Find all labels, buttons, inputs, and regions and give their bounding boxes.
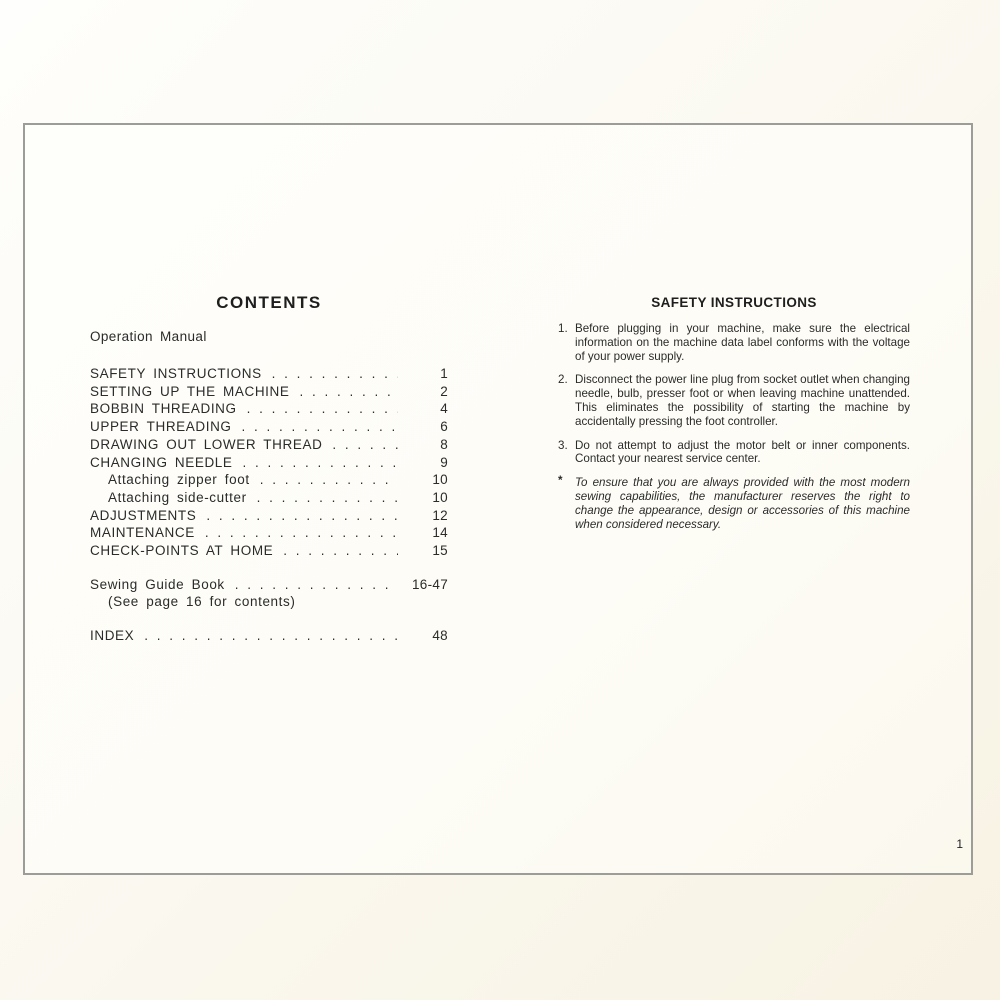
safety-item-text: Disconnect the power line plug from socket outlet when changing needle, bulb, presser foot or when leaving machine unattended. This eliminates the possibility of starting the machine by accidentally pressing the foot controller.: [575, 373, 910, 428]
safety-item-marker: *: [558, 474, 563, 488]
toc-entry-label: SETTING UP THE MACHINE: [90, 383, 290, 399]
toc-entry-page: 2: [440, 383, 448, 399]
safety-item: [558, 476, 910, 531]
safety-item: [558, 439, 910, 467]
toc-leader-dots: [205, 524, 398, 542]
toc-entry: [90, 383, 448, 401]
toc-entry-label: Sewing Guide Book: [90, 576, 225, 592]
safety-item: [558, 373, 910, 428]
safety-item-text: To ensure that you are always provided with the most modern sewing capabilities, the manufacturer reserves the right to change the appearance, design or accessories of this machine when considered necessary.: [575, 476, 910, 531]
toc-entry-page: 14: [432, 525, 448, 541]
toc-leader-dots: [242, 418, 398, 436]
toc-entry: [90, 542, 448, 560]
toc-entry-page: 10: [432, 472, 448, 488]
toc-leader-dots: [235, 576, 398, 594]
toc-entry-label: BOBBIN THREADING: [90, 401, 237, 417]
page-number: 1: [956, 837, 963, 851]
toc-entry: [90, 489, 448, 507]
contents-subtitle: Operation Manual: [90, 329, 207, 344]
toc-list: [90, 365, 448, 645]
toc-entry-page: 48: [432, 628, 448, 644]
toc-entry-page: 4: [440, 401, 448, 417]
toc-leader-dots: [283, 542, 398, 560]
safety-item-text: Do not attempt to adjust the motor belt or inner components. Contact your nearest service center.: [575, 438, 910, 466]
toc-entry: [90, 524, 448, 542]
toc-entry-label: CHANGING NEEDLE: [90, 454, 233, 470]
toc-leader-dots: [247, 400, 398, 418]
toc-leader-dots: [257, 489, 398, 507]
safety-instructions-title: SAFETY INSTRUCTIONS: [651, 295, 817, 310]
toc-entry: [90, 471, 448, 489]
toc-entry: [90, 593, 448, 611]
toc-entry-label: DRAWING OUT LOWER THREAD: [90, 436, 323, 452]
safety-instructions-section: [558, 295, 910, 541]
table-of-contents: [90, 293, 448, 645]
safety-item: [558, 322, 910, 363]
toc-leader-dots: [332, 436, 398, 454]
toc-entry: [90, 627, 448, 645]
toc-leader-dots: [272, 365, 398, 383]
toc-entry: [90, 507, 448, 525]
contents-title: CONTENTS: [216, 293, 322, 312]
toc-entry-label: MAINTENANCE: [90, 525, 195, 541]
toc-leader-dots: [243, 454, 398, 472]
safety-list: [558, 322, 910, 531]
toc-entry-label: SAFETY INSTRUCTIONS: [90, 366, 262, 381]
toc-entry: [90, 418, 448, 436]
toc-entry: [90, 365, 448, 383]
toc-leader-dots: [206, 507, 398, 525]
toc-leader-dots: [260, 471, 398, 489]
toc-entry: [90, 400, 448, 418]
safety-item-marker: 2.: [558, 373, 568, 387]
safety-item-marker: 1.: [558, 322, 568, 335]
toc-leader-dots: [144, 627, 398, 645]
toc-entry-label: Attaching side-cutter: [108, 489, 247, 505]
safety-item-text: Before plugging in your machine, make sure the electrical information on the machine data label conforms with the voltage of your power supply.: [575, 322, 910, 363]
toc-entry-label: ADJUSTMENTS: [90, 507, 197, 523]
toc-entry-label: CHECK-POINTS AT HOME: [90, 543, 274, 559]
toc-entry-page: 16-47: [411, 576, 448, 592]
toc-entry-label: INDEX: [90, 628, 135, 644]
manual-page-frame: [23, 123, 973, 875]
toc-entry-page: 15: [432, 543, 448, 559]
toc-entry-page: 10: [432, 489, 448, 505]
toc-entry-label: UPPER THREADING: [90, 419, 232, 435]
toc-leader-dots: [299, 383, 398, 401]
toc-entry-page: 6: [440, 419, 448, 435]
toc-entry: [90, 454, 448, 472]
toc-entry-page: 12: [432, 507, 448, 523]
toc-entry-page: 9: [440, 454, 448, 470]
toc-entry-page: 1: [440, 366, 448, 381]
toc-entry-label: Attaching zipper foot: [108, 472, 250, 488]
toc-entry-label: (See page 16 for contents): [108, 594, 296, 610]
toc-entry: [90, 436, 448, 454]
toc-entry: [90, 576, 448, 594]
safety-item-marker: 3.: [558, 438, 568, 452]
toc-entry-page: 8: [440, 436, 448, 452]
